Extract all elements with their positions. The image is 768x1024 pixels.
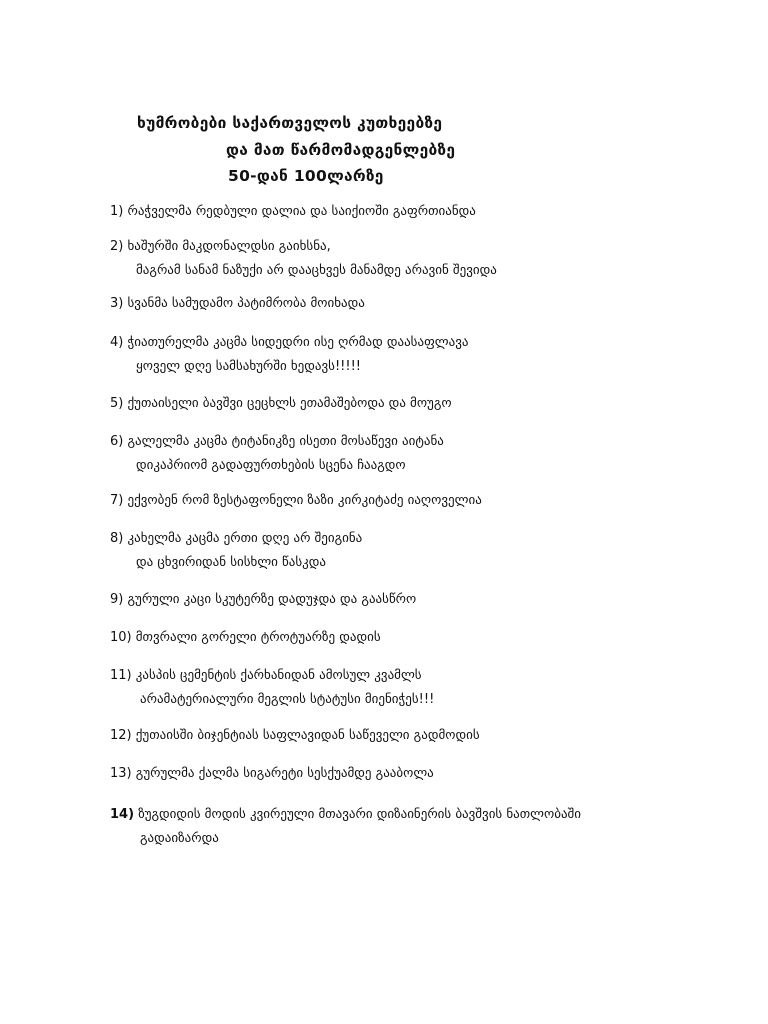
item-text: კასპის ცემენტის ქარხანიდან ამოსულ კვამლს	[135, 668, 422, 683]
item-text-continuation: და ცხვირიდან სისხლი წასკდა	[136, 555, 327, 570]
item-text: ექვობენ რომ ზესტაფონელი ზაზი კირკიტაძე იაღოველია	[127, 493, 482, 508]
item-number: 14)	[110, 807, 135, 822]
item-text: ჭიათურელმა კაცმა სიდედრი ისე ღრმად დაასაფლავა	[127, 335, 469, 350]
item-number: 2)	[110, 239, 124, 254]
item-text-continuation: გადაიზარდა	[140, 831, 219, 846]
list-item	[110, 489, 482, 513]
list-item	[110, 292, 365, 316]
list-item	[110, 430, 444, 478]
title-line-3: 50-დან 100ლარზე	[228, 167, 384, 185]
item-text-continuation: არამატერიალური მეგლის სტატუსი მიენიჭეს!!!	[140, 692, 435, 707]
item-number: 9)	[110, 592, 124, 607]
item-text: გალელმა კაცმა ტიტანიკზე ისეთი მოსაწევი აიტანა	[127, 434, 444, 449]
item-number: 12)	[110, 728, 132, 743]
list-item	[110, 724, 480, 748]
item-text: სვანმა სამუდამო პატიმრობა მოიხადა	[127, 296, 365, 311]
title-line-2: და მათ წარმომადგენლებზე	[226, 141, 456, 159]
item-number: 6)	[110, 434, 124, 449]
item-number: 10)	[110, 630, 132, 645]
list-item	[110, 803, 581, 851]
list-item	[110, 588, 416, 612]
list-item	[110, 392, 452, 416]
item-text: რაჭველმა რედბული დალია და საიქიოში გაფრთიანდა	[127, 204, 476, 219]
item-number: 11)	[110, 668, 132, 683]
item-text: კახელმა კაცმა ერთი დღე არ შეიგინა	[127, 531, 363, 546]
list-item	[110, 527, 362, 575]
item-number: 13)	[110, 766, 132, 781]
item-number: 3)	[110, 296, 124, 311]
list-item	[110, 626, 381, 650]
list-item	[110, 762, 434, 786]
item-number: 7)	[110, 493, 124, 508]
item-text: გურული კაცი სკუტერზე დადუჯდა და გაასწრო	[127, 592, 417, 607]
title-line-1: ხუმრობები საქართველოს კუთხეებზე	[137, 114, 443, 132]
item-text: გურულმა ქალმა სიგარეტი სესქუამდე გააბოლა	[135, 766, 434, 781]
item-number: 4)	[110, 335, 124, 350]
item-text: ქუთაისელი ბავშვი ცეცხლს ეთამაშებოდა და მოუგო	[127, 396, 452, 411]
list-item	[110, 235, 497, 283]
item-text: ზუგდიდის მოდის კვირეული მთავარი დიზაინერის ბავშვის ნათლობაში	[138, 807, 582, 822]
item-number: 8)	[110, 531, 124, 546]
item-text-continuation: ყოველ დღე სამსახურში ხედავს!!!!!	[136, 359, 362, 374]
item-text-continuation: დიკაპრიომ გადაფურთხების სცენა ჩააგდო	[136, 458, 406, 473]
item-text: მთვრალი გორელი ტროტუარზე დადის	[135, 630, 381, 645]
list-item	[110, 331, 469, 379]
item-text: ქუთაისში ბიჯენტიას საფლავიდან საწეველი გადმოდის	[135, 728, 480, 743]
item-number: 5)	[110, 396, 124, 411]
item-number: 1)	[110, 204, 124, 219]
item-text-continuation: მაგრამ სანამ ნაზუქი არ დააცხვეს მანამდე არავინ შევიდა	[136, 263, 497, 278]
item-text: ხაშურში მაკდონალდსი გაიხსნა,	[127, 239, 331, 254]
list-item	[110, 664, 434, 712]
list-item	[110, 200, 476, 224]
